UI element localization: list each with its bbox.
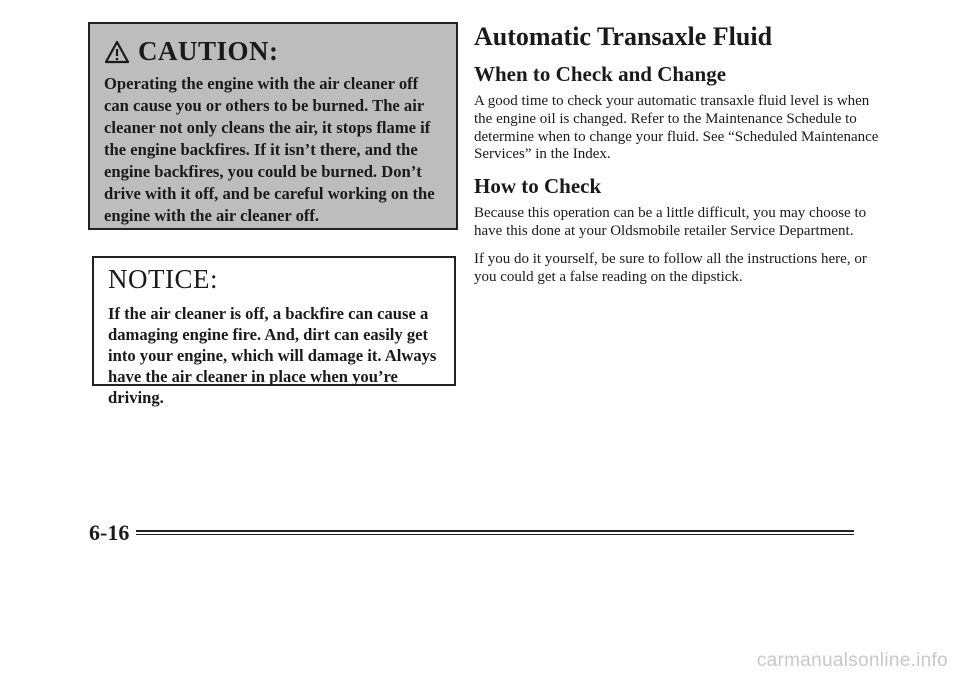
footer-rule-thick [136,530,854,532]
caution-title: CAUTION: [138,36,279,66]
caution-box [88,22,458,230]
page-number: 6-16 [89,520,130,545]
how-paragraph-1: Because this operation can be a little difficult, you may choose to have this done at your Oldsmobile retailer Service Department. [474,205,867,239]
notice-text: If the air cleaner is off, a backfire can cause a damaging engine fire. And, dirt can easily get into your engine, which will damage it. Always have the air cleaner in place when you’re driving. [108,304,437,407]
section-title: Automatic Transaxle Fluid [474,22,773,51]
footer-rule [136,530,854,536]
notice-box [92,256,456,407]
when-heading: When to Check and Change [474,62,727,86]
how-heading: How to Check [474,174,602,199]
when-paragraph: A good time to check your automatic transaxle fluid level is when the engine oil is changed. Refer to the Maintenance Schedule to determine when to change your fluid. See “Scheduled Maintenance Services” in the Index. [474,93,879,163]
watermark: carmanualsonline.info [756,650,948,671]
notice-title: NOTICE: [108,264,218,294]
caution-text: Operating the engine with the air cleaner off can cause you or others to be burned. The air cleaner not only cleans the air, it stops flame if the engine backfires. If it isn’t there, and the engine backfires, you could be burned. Don’t drive with it off, and be careful working on the engine with the air cleaner off. [104,74,435,225]
content-column [474,22,884,296]
footer-rule-thin [136,534,854,535]
warning-triangle-icon [104,40,130,64]
caution-header [104,36,446,67]
how-paragraph-2: If you do it yourself, be sure to follow all the instructions here, or you could get a false reading on the dipstick. [474,250,867,285]
